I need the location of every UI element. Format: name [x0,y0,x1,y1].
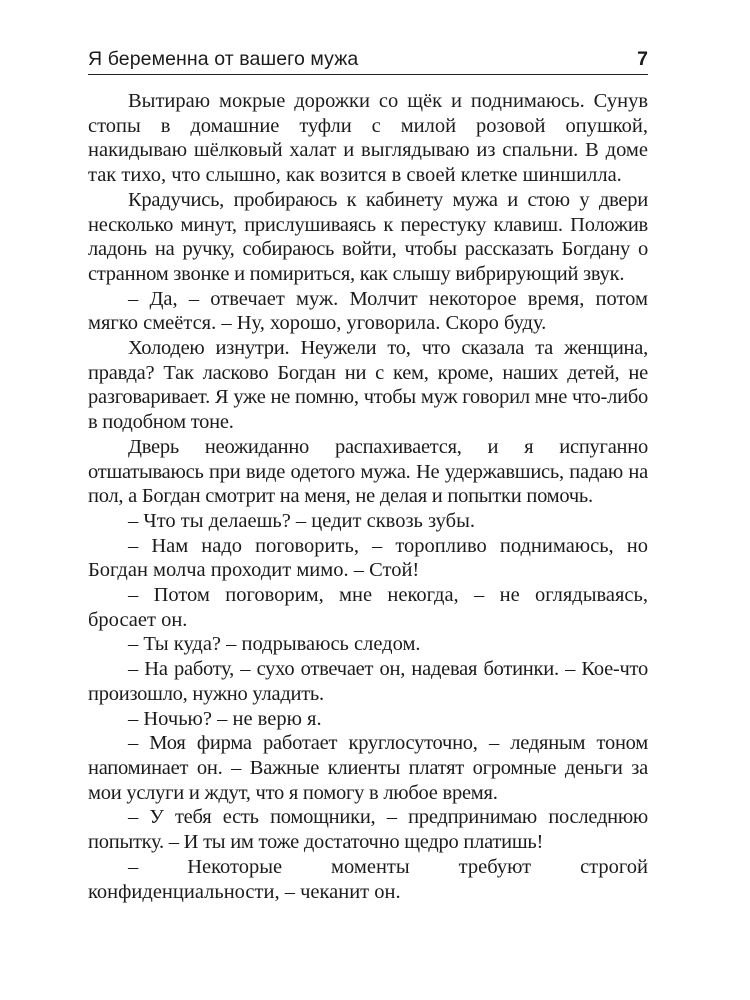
paragraph: – На работу, – сухо отвечает он, надевая ботинки. – Кое-что произошло, нужно уладить. [88,658,648,705]
paragraph: – Что ты делаешь? – цедит сквозь зубы. [128,509,475,532]
running-header [88,44,648,75]
paragraph: – У тебя есть помощники, – предпринимаю последнюю попытку. – И ты им тоже достаточно щедро платишь! [88,806,648,854]
paragraph: – Нам надо поговорить, – торопливо поднимаюсь, но Богдан молча проходит мимо. – Стой! [88,534,648,582]
paragraph: – Да, – отвечает муж. Молчит некоторое время, потом мягко смеётся. – Ну, хорошо, уговорила. Скоро буду. [88,287,648,335]
paragraph: – Ночью? – не верю я. [128,707,322,730]
page-number: 7 [637,48,648,70]
paragraph: Дверь неожиданно распахивается, и я испуганно отшатываюсь при виде одетого мужа. Не удержавшись, падаю на пол, а Богдан смотрит на меня, не делая и попытки помочь. [88,435,648,508]
book-title: Я беременна от вашего мужа [88,48,359,70]
paragraph: – Потом поговорим, мне некогда, – не оглядываясь, бросает он. [88,584,648,631]
body-text [88,89,648,904]
paragraph: – Некоторые моменты требуют строгой конфиденциальности, – чеканит он. [88,855,648,903]
paragraph: – Ты куда? – подрываюсь следом. [128,633,421,656]
paragraph: – Моя фирма работает круглосуточно, – ледяным тоном напоминает он. – Важные клиенты платят огромные деньги за мои услуги и ждут, что я помогу в любое время. [88,732,648,804]
paragraph: Холодею изнутри. Неужели то, что сказала та женщина, правда? Так ласково Богдан ни с кем, кроме, наших детей, не разговаривает. Я уже не помню, чтобы муж говорил мне что-либо в подобном тоне. [88,337,648,434]
paragraph: Крадучись, пробираюсь к кабинету мужа и стою у двери несколько минут, прислушиваясь к перестуку клавиш. Положив ладонь на ручку, собираюсь войти, чтобы рассказать Богдану о странном звонке и помириться, как слышу вибрирующий звук. [88,188,648,285]
paragraph: Вытираю мокрые дорожки со щёк и поднимаюсь. Сунув стопы в домашние туфли с милой розовой опушкой, накидываю шёлковый халат и выглядываю из спальни. В доме так тихо, что слышно, как возится в своей клетке шиншилла. [88,90,648,187]
